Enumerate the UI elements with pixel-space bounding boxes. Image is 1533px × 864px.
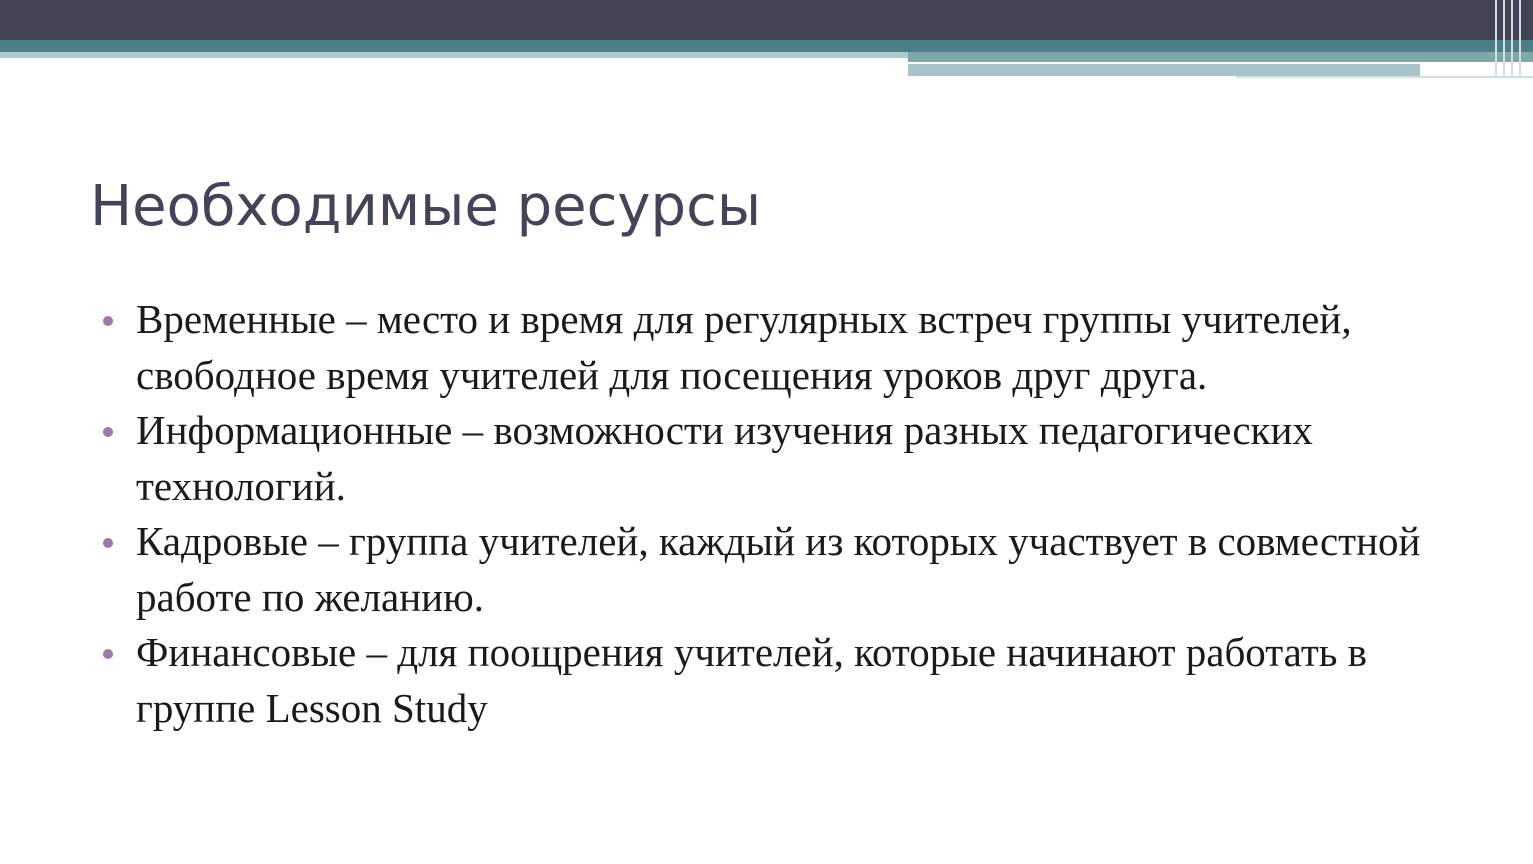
- bullet-dot-icon: [103, 316, 113, 326]
- bullet-dot-icon: [103, 649, 113, 659]
- header-bar-teal: [0, 40, 1533, 52]
- bullet-text: Информационные – возможности изучения разных педагогических технологий.: [136, 407, 1313, 509]
- bullet-list: [100, 292, 1430, 736]
- header-bar-line: [908, 62, 1420, 64]
- header-bar-mid: [908, 52, 1533, 62]
- header-bar-dark: [0, 0, 1533, 40]
- bullet-item-temporal: [100, 292, 1430, 403]
- bullet-item-informational: [100, 403, 1430, 514]
- bullet-dot-icon: [103, 427, 113, 437]
- header-stripes: [1489, 0, 1533, 78]
- bullet-text: Кадровые – группа учителей, каждый из которых участвует в совместной работе по желанию.: [136, 518, 1421, 620]
- bullet-item-staff: [100, 514, 1430, 625]
- bullet-item-financial: [100, 625, 1430, 736]
- bullet-text: Временные – место и время для регулярных встреч группы учителей, свободное время учителей для посещения уроков друг друга.: [136, 296, 1352, 398]
- bullet-text: Финансовые – для поощрения учителей, которые начинают работать в группе Lesson Study: [136, 629, 1368, 731]
- header-bar-light: [0, 52, 908, 58]
- header-bar-pale: [908, 62, 1420, 76]
- bullet-dot-icon: [103, 538, 113, 548]
- slide-title: Необходимые ресурсы: [90, 174, 762, 239]
